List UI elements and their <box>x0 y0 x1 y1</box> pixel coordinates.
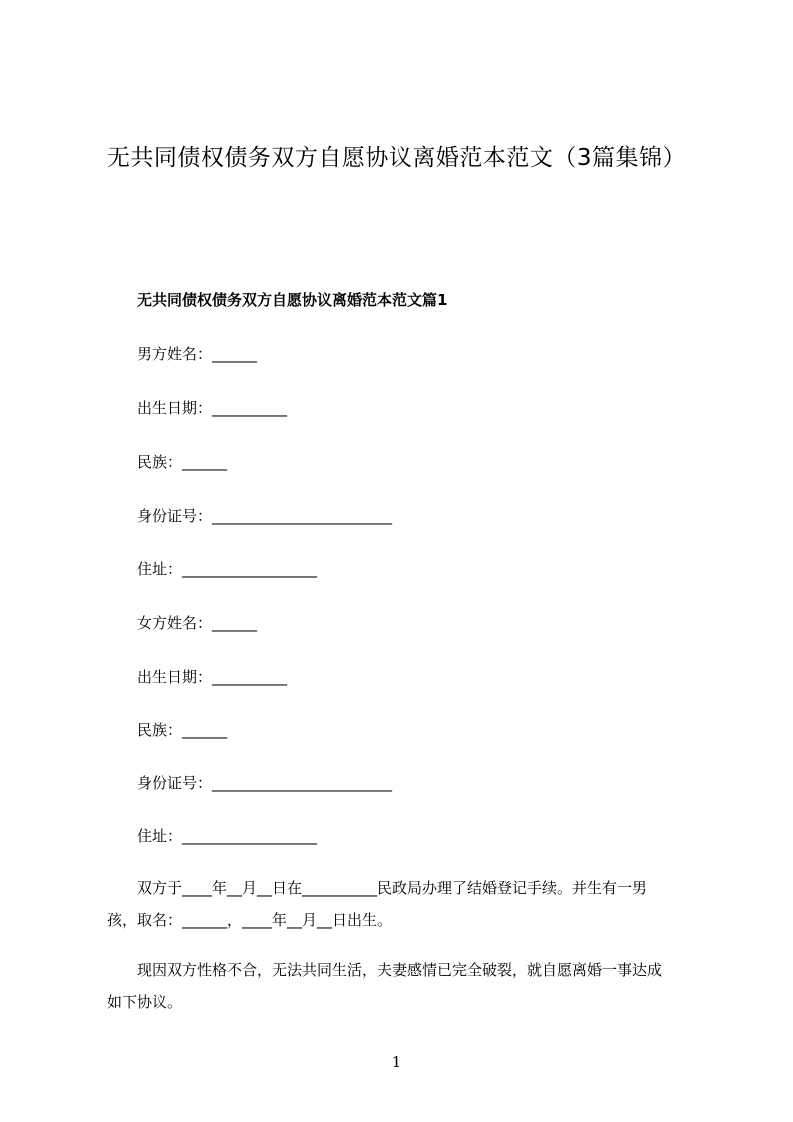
section-heading: 无共同债权债务双方自愿协议离婚范本范文篇1 <box>137 291 448 309</box>
field-female-ethnicity: 民族：______ <box>137 721 228 739</box>
paragraph-line: 双方于____年__月__日在__________民政局办理了结婚登记手续。并生有一男 <box>137 879 648 897</box>
document-title: 无共同债权债务双方自愿协议离婚范本范文（3篇集锦） <box>106 145 687 171</box>
paragraph-line: 现因双方性格不合，无法共同生活，夫妻感情已完全破裂，就自愿离婚一事达成 <box>137 961 663 979</box>
field-male-ethnicity: 民族：______ <box>137 453 228 471</box>
field-female-name: 女方姓名：______ <box>137 614 258 632</box>
paragraph-line: 孩，取名：______，____年__月__日出生。 <box>107 911 393 929</box>
field-female-id-number: 身份证号：________________________ <box>137 774 393 792</box>
field-female-address: 住址：__________________ <box>137 827 318 845</box>
field-male-id-number: 身份证号：________________________ <box>137 507 393 525</box>
field-female-birthdate: 出生日期：__________ <box>137 668 288 686</box>
paragraph-line: 如下协议。 <box>107 993 183 1011</box>
paragraph-divorce-reason <box>107 954 703 1018</box>
field-male-address: 住址：__________________ <box>137 560 318 578</box>
paragraph-marriage-registration <box>107 872 703 936</box>
page-number: 1 <box>391 1053 402 1071</box>
field-male-name: 男方姓名：______ <box>137 345 258 363</box>
field-male-birthdate: 出生日期：__________ <box>137 399 288 417</box>
